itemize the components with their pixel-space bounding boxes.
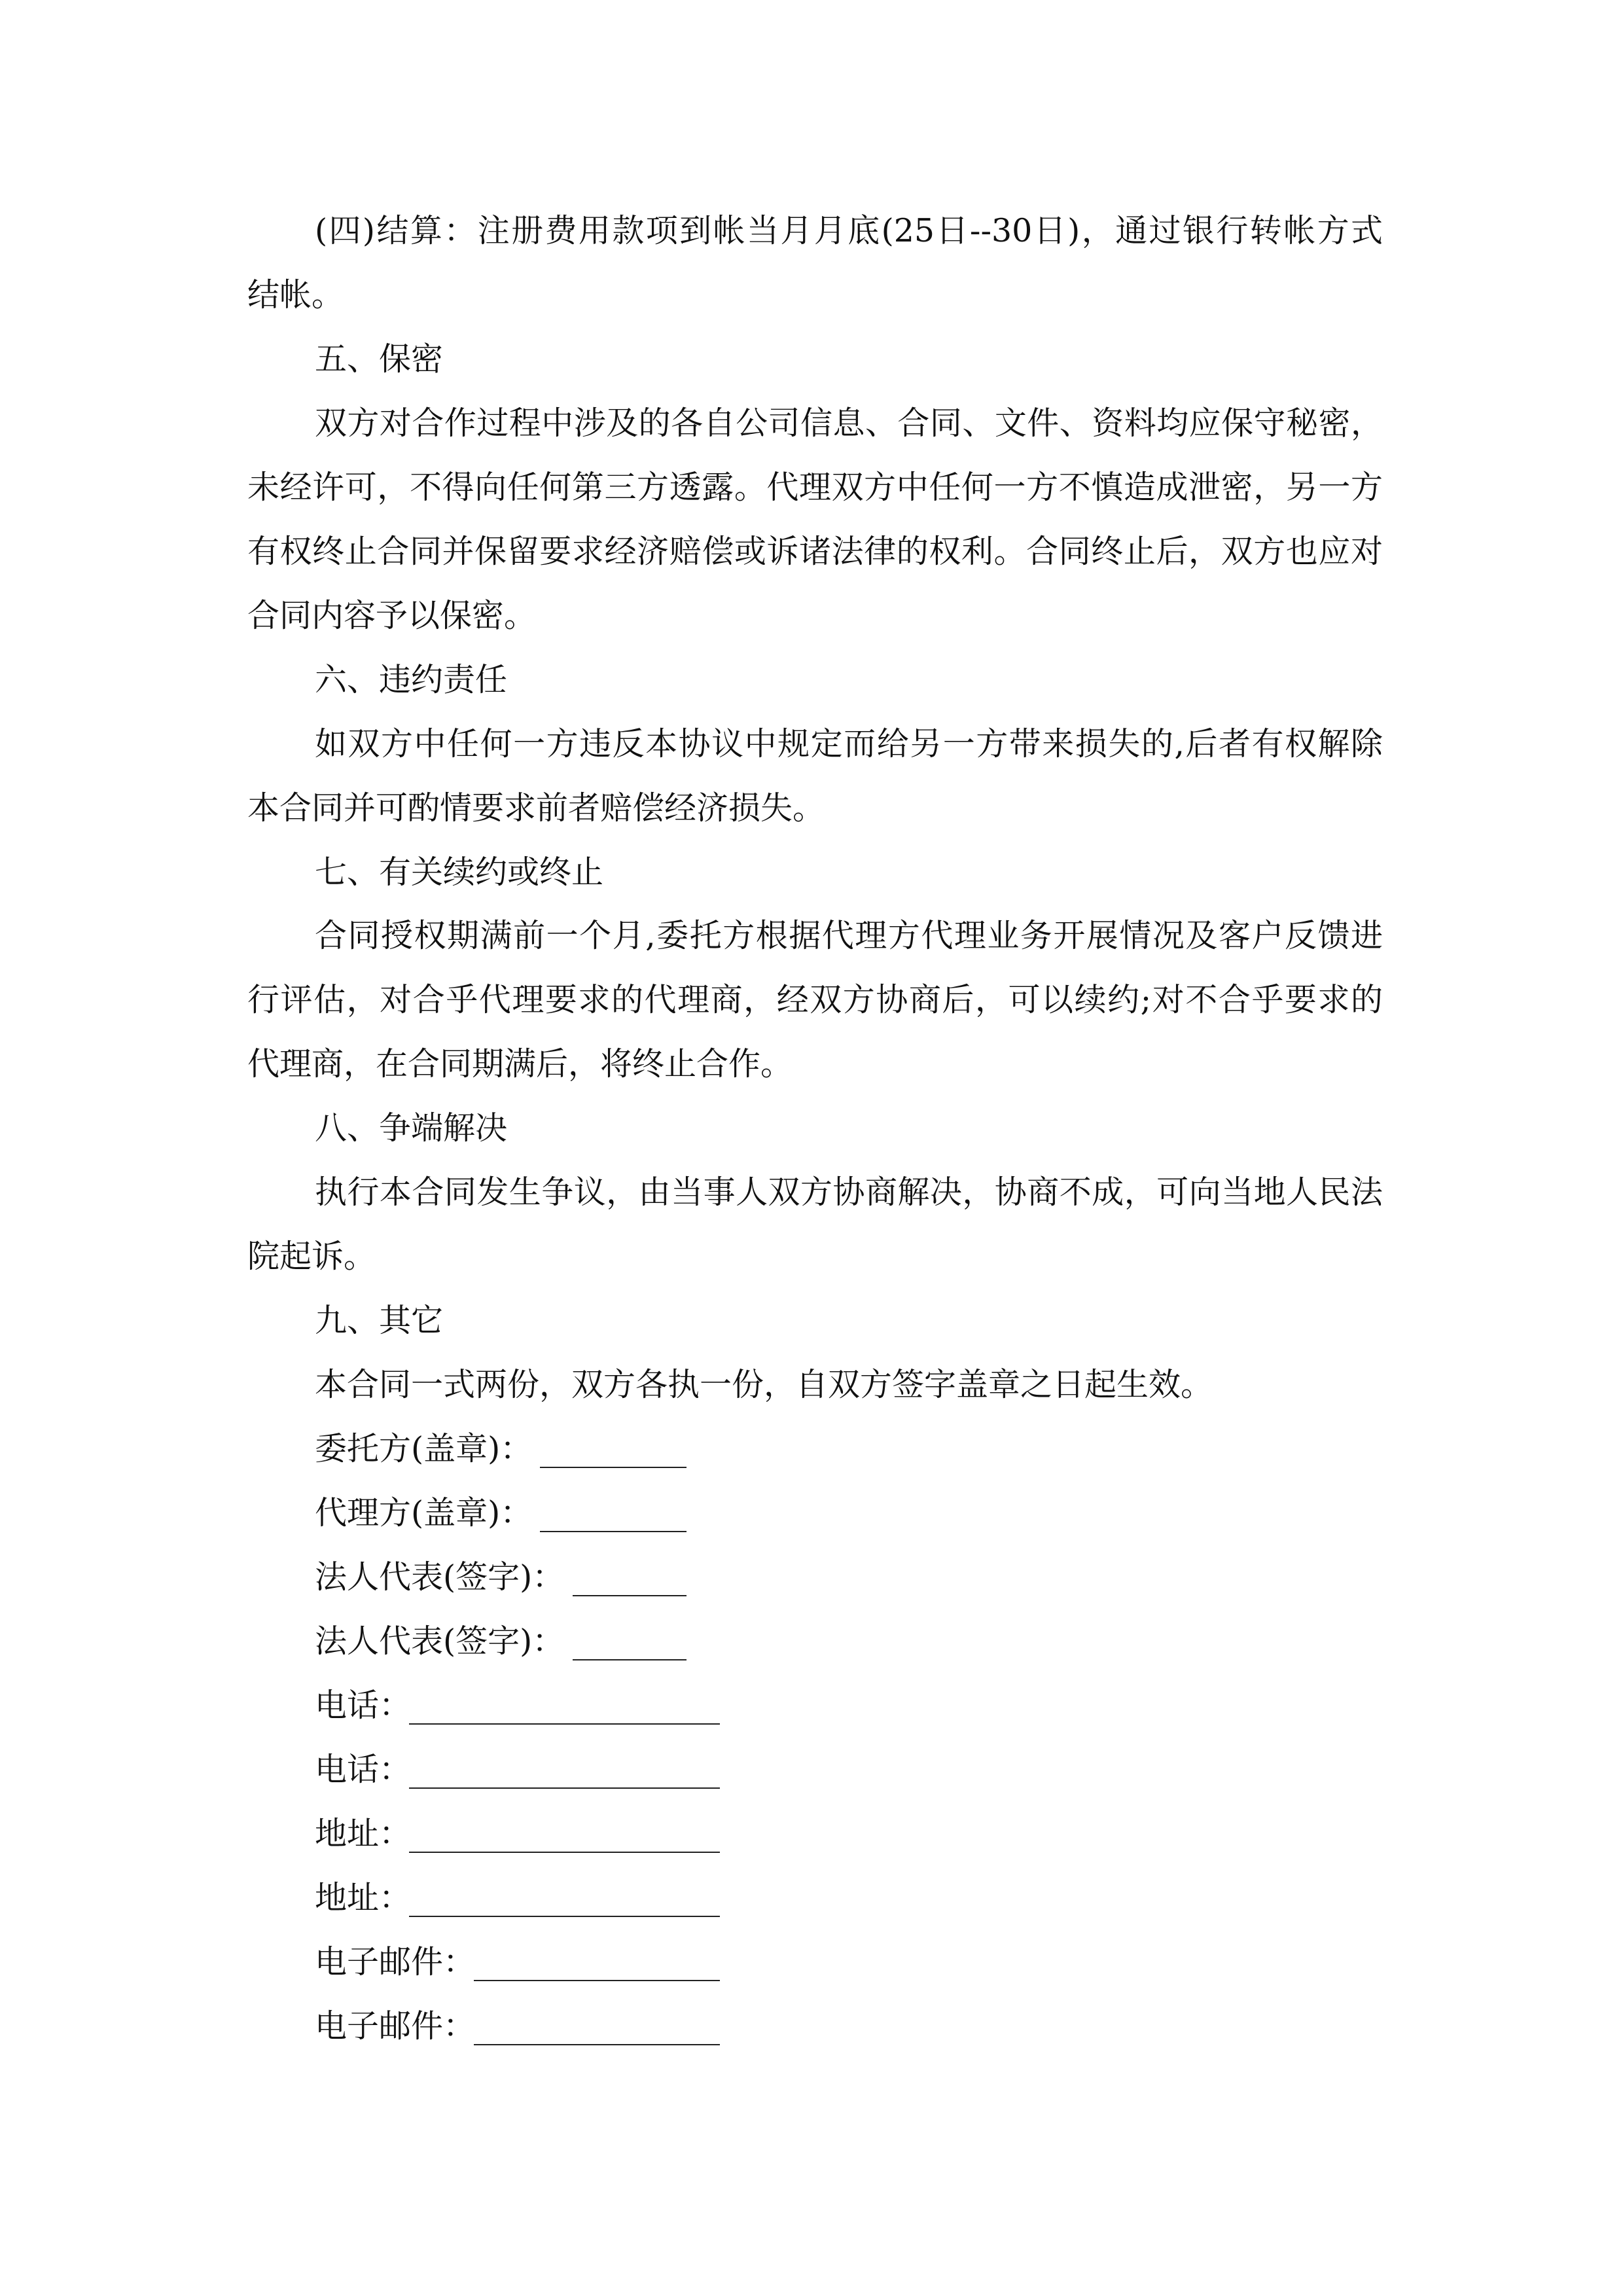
paragraph-line: 合同内容予以保密。 <box>247 596 537 634</box>
signature-blank-line[interactable] <box>409 1916 720 1917</box>
field-label: 电子邮件： <box>315 1943 476 1981</box>
field-label: 电话： <box>315 1750 412 1788</box>
signature-blank-line[interactable] <box>573 1659 687 1660</box>
paragraph-line: 未经许可，不得向任何第三方透露。代理双方中任何一方不慎造成泄密，另一方 <box>247 468 1383 506</box>
paragraph-line: 合同授权期满前一个月,委托方根据代理方代理业务开展情况及客户反馈进 <box>315 917 1383 955</box>
field-label: 地址： <box>315 1878 412 1916</box>
section-heading: 五、保密 <box>315 340 444 378</box>
signature-blank-line[interactable] <box>409 1852 720 1853</box>
signature-blank-line[interactable] <box>540 1531 687 1532</box>
field-label: 电子邮件： <box>315 2007 476 2045</box>
field-label: 委托方(盖章)： <box>315 1430 533 1468</box>
paragraph-line: 执行本合同发生争议，由当事人双方协商解决，协商不成，可向当地人民法 <box>315 1174 1383 1211</box>
signature-blank-line[interactable] <box>409 1723 720 1725</box>
signature-blank-line[interactable] <box>409 1787 720 1789</box>
paragraph-line: 有权终止合同并保留要求经济赔偿或诉诸法律的权利。合同终止后，双方也应对 <box>247 532 1383 570</box>
paragraph-line: 如双方中任何一方违反本协议中规定而给另一方带来损失的,后者有权解除 <box>315 725 1383 762</box>
paragraph-line: 院起诉。 <box>247 1238 376 1276</box>
paragraph-line: 双方对合作过程中涉及的各自公司信息、合同、文件、资料均应保守秘密， <box>315 404 1383 442</box>
paragraph-line: 本合同并可酌情要求前者赔偿经济损失。 <box>247 789 825 827</box>
field-label: 法人代表(签字)： <box>315 1622 565 1660</box>
section-heading: 七、有关续约或终止 <box>315 853 604 891</box>
section-heading: 六、违约责任 <box>315 660 508 698</box>
section-heading: 八、争端解决 <box>315 1109 508 1147</box>
field-label: 代理方(盖章)： <box>315 1494 533 1532</box>
signature-blank-line[interactable] <box>474 2044 720 2045</box>
paragraph-line: 本合同一式两份，双方各执一份，自双方签字盖章之日起生效。 <box>315 1366 1213 1404</box>
field-label: 法人代表(签字)： <box>315 1558 565 1596</box>
paragraph-line: 代理商，在合同期满后，将终止合作。 <box>247 1045 793 1083</box>
section-heading: 九、其它 <box>315 1302 444 1340</box>
field-label: 电话： <box>315 1686 412 1724</box>
signature-blank-line[interactable] <box>573 1595 687 1596</box>
field-label: 地址： <box>315 1814 412 1852</box>
paragraph-line: (四)结算：注册费用款项到帐当月月底(25日--30日)，通过银行转帐方式 <box>315 212 1383 249</box>
signature-blank-line[interactable] <box>540 1467 687 1468</box>
paragraph-line: 结帐。 <box>247 276 344 314</box>
paragraph-line: 行评估，对合乎代理要求的代理商，经双方协商后，可以续约;对不合乎要求的 <box>247 981 1383 1019</box>
signature-blank-line[interactable] <box>474 1980 720 1981</box>
